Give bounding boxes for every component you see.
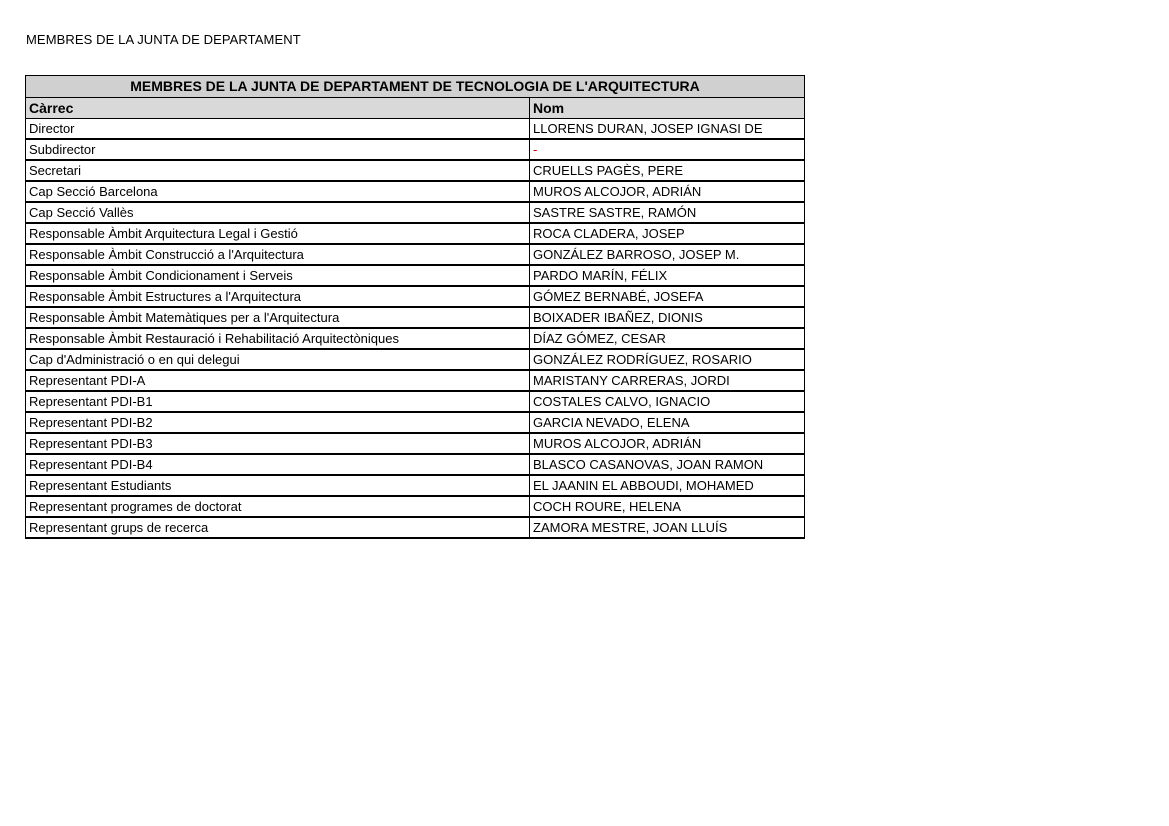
table-row xyxy=(26,160,805,181)
name-cell: GÓMEZ BERNABÉ, JOSEFA xyxy=(530,286,805,307)
table-body xyxy=(26,119,805,539)
role-cell: Secretari xyxy=(26,160,530,181)
name-cell: DÍAZ GÓMEZ, CESAR xyxy=(530,328,805,349)
table-row xyxy=(26,391,805,412)
table-row xyxy=(26,412,805,433)
name-cell: BOIXADER IBAÑEZ, DIONIS xyxy=(530,307,805,328)
name-cell: ROCA CLADERA, JOSEP xyxy=(530,223,805,244)
name-cell: CRUELLS PAGÈS, PERE xyxy=(530,160,805,181)
table-title-row xyxy=(26,76,805,98)
name-cell: LLORENS DURAN, JOSEP IGNASI DE xyxy=(530,119,805,140)
column-header-role: Càrrec xyxy=(26,98,530,119)
role-cell: Cap Secció Vallès xyxy=(26,202,530,223)
name-cell: MARISTANY CARRERAS, JORDI xyxy=(530,370,805,391)
name-cell: COSTALES CALVO, IGNACIO xyxy=(530,391,805,412)
name-cell: PARDO MARÍN, FÉLIX xyxy=(530,265,805,286)
role-cell: Representant PDI-B1 xyxy=(26,391,530,412)
role-cell: Director xyxy=(26,119,530,140)
table-row xyxy=(26,307,805,328)
role-cell: Representant PDI-B2 xyxy=(26,412,530,433)
table-row xyxy=(26,181,805,202)
name-cell: MUROS ALCOJOR, ADRIÁN xyxy=(530,181,805,202)
table-row xyxy=(26,328,805,349)
table-row xyxy=(26,349,805,370)
table-row xyxy=(26,433,805,454)
role-cell: Subdirector xyxy=(26,139,530,160)
table-row xyxy=(26,496,805,517)
table-row xyxy=(26,119,805,140)
role-cell: Representant grups de recerca xyxy=(26,517,530,538)
role-cell: Representant programes de doctorat xyxy=(26,496,530,517)
table-row xyxy=(26,454,805,475)
role-cell: Representant Estudiants xyxy=(26,475,530,496)
table-header-row xyxy=(26,98,805,119)
role-cell: Responsable Àmbit Construcció a l'Arquitectura xyxy=(26,244,530,265)
table-row xyxy=(26,265,805,286)
name-cell: MUROS ALCOJOR, ADRIÁN xyxy=(530,433,805,454)
role-cell: Responsable Àmbit Restauració i Rehabilitació Arquitectòniques xyxy=(26,328,530,349)
name-cell: GONZÁLEZ RODRÍGUEZ, ROSARIO xyxy=(530,349,805,370)
name-cell: COCH ROURE, HELENA xyxy=(530,496,805,517)
name-cell: ZAMORA MESTRE, JOAN LLUÍS xyxy=(530,517,805,538)
table-row xyxy=(26,223,805,244)
name-cell: GONZÁLEZ BARROSO, JOSEP M. xyxy=(530,244,805,265)
table-row xyxy=(26,370,805,391)
role-cell: Responsable Àmbit Matemàtiques per a l'Arquitectura xyxy=(26,307,530,328)
name-cell: - xyxy=(530,139,805,160)
name-cell: BLASCO CASANOVAS, JOAN RAMON xyxy=(530,454,805,475)
name-cell: SASTRE SASTRE, RAMÓN xyxy=(530,202,805,223)
name-cell: EL JAANIN EL ABBOUDI, MOHAMED xyxy=(530,475,805,496)
role-cell: Cap d'Administració o en qui delegui xyxy=(26,349,530,370)
table-title: MEMBRES DE LA JUNTA DE DEPARTAMENT DE TECNOLOGIA DE L'ARQUITECTURA xyxy=(26,76,805,98)
column-header-name: Nom xyxy=(530,98,805,119)
role-cell: Representant PDI-B3 xyxy=(26,433,530,454)
role-cell: Representant PDI-A xyxy=(26,370,530,391)
table-row xyxy=(26,244,805,265)
page-heading: MEMBRES DE LA JUNTA DE DEPARTAMENT xyxy=(26,32,301,47)
name-cell: GARCIA NEVADO, ELENA xyxy=(530,412,805,433)
role-cell: Representant PDI-B4 xyxy=(26,454,530,475)
table-row xyxy=(26,139,805,160)
role-cell: Responsable Àmbit Estructures a l'Arquitectura xyxy=(26,286,530,307)
table-row xyxy=(26,475,805,496)
role-cell: Cap Secció Barcelona xyxy=(26,181,530,202)
members-table xyxy=(25,75,805,539)
table-row xyxy=(26,286,805,307)
role-cell: Responsable Àmbit Arquitectura Legal i Gestió xyxy=(26,223,530,244)
role-cell: Responsable Àmbit Condicionament i Serveis xyxy=(26,265,530,286)
table-row xyxy=(26,202,805,223)
table-row xyxy=(26,517,805,538)
